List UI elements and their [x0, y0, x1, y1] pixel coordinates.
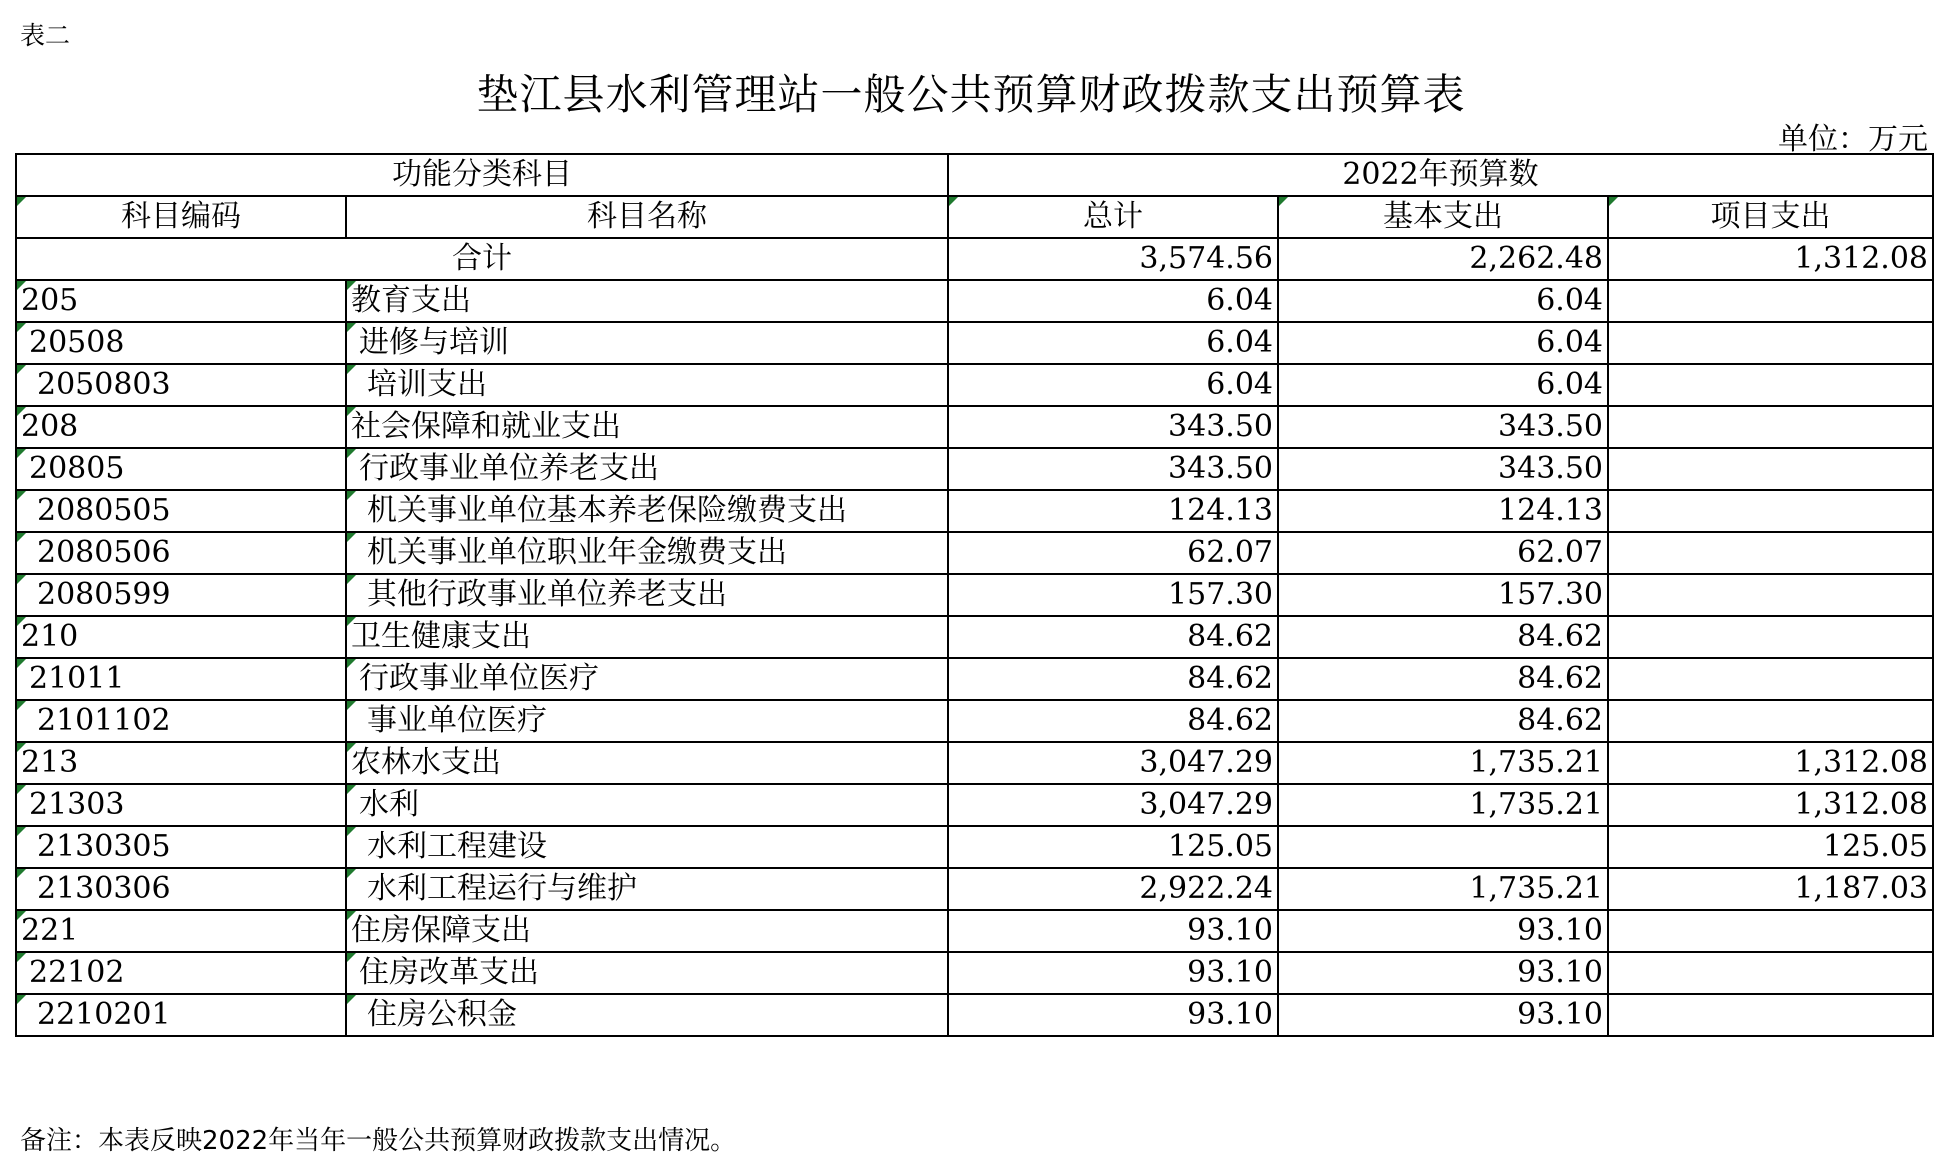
cell-name: 住房保障支出: [346, 910, 948, 952]
cell-project: [1608, 952, 1933, 994]
budget-table: [15, 153, 1934, 1037]
cell-code: 2080599: [16, 574, 346, 616]
table-row: [16, 742, 1933, 784]
cell-code: 205: [16, 280, 346, 322]
cell-code: 2130306: [16, 868, 346, 910]
cell-code: 22102: [16, 952, 346, 994]
cell-total: 343.50: [948, 448, 1278, 490]
table-row: [16, 826, 1933, 868]
cell-basic: 84.62: [1278, 616, 1608, 658]
cell-name: 住房公积金: [346, 994, 948, 1036]
cell-name: 水利工程建设: [346, 826, 948, 868]
cell-project: [1608, 364, 1933, 406]
cell-name: 农林水支出: [346, 742, 948, 784]
cell-code: 2080506: [16, 532, 346, 574]
cell-name: 行政事业单位养老支出: [346, 448, 948, 490]
cell-basic: [1278, 826, 1608, 868]
cell-basic: 6.04: [1278, 280, 1608, 322]
cell-total: 2,922.24: [948, 868, 1278, 910]
cell-project: [1608, 658, 1933, 700]
cell-project: [1608, 700, 1933, 742]
header-project: 项目支出: [1608, 196, 1933, 238]
cell-name: 教育支出: [346, 280, 948, 322]
cell-basic: 84.62: [1278, 658, 1608, 700]
cell-name: 机关事业单位职业年金缴费支出: [346, 532, 948, 574]
header-basic: 基本支出: [1278, 196, 1608, 238]
table-row: [16, 700, 1933, 742]
table-row: [16, 658, 1933, 700]
table-row: [16, 952, 1933, 994]
cell-total: 93.10: [948, 994, 1278, 1036]
table-row: [16, 994, 1933, 1036]
table-row: [16, 490, 1933, 532]
cell-project: [1608, 322, 1933, 364]
cell-basic: 1,735.21: [1278, 742, 1608, 784]
cell-code: 2130305: [16, 826, 346, 868]
cell-code: 2050803: [16, 364, 346, 406]
table-row: [16, 280, 1933, 322]
cell-total: 62.07: [948, 532, 1278, 574]
cell-total: 3,047.29: [948, 784, 1278, 826]
summary-row: [16, 238, 1933, 280]
page-title: 垫江县水利管理站一般公共预算财政拨款支出预算表: [476, 70, 1466, 119]
cell-basic: 1,735.21: [1278, 868, 1608, 910]
cell-project: [1608, 994, 1933, 1036]
cell-name: 事业单位医疗: [346, 700, 948, 742]
header-row-columns: [16, 196, 1933, 238]
cell-total: 93.10: [948, 910, 1278, 952]
header-name: 科目名称: [346, 196, 948, 238]
cell-code: 213: [16, 742, 346, 784]
cell-project: [1608, 448, 1933, 490]
cell-code: 21011: [16, 658, 346, 700]
table-row: [16, 532, 1933, 574]
cell-basic: 343.50: [1278, 406, 1608, 448]
cell-total: 3,047.29: [948, 742, 1278, 784]
cell-basic: 124.13: [1278, 490, 1608, 532]
summary-basic: 2,262.48: [1278, 238, 1608, 280]
cell-name: 社会保障和就业支出: [346, 406, 948, 448]
table-row: [16, 322, 1933, 364]
cell-total: 6.04: [948, 364, 1278, 406]
summary-total: 3,574.56: [948, 238, 1278, 280]
table-row: [16, 616, 1933, 658]
cell-code: 20508: [16, 322, 346, 364]
cell-name: 行政事业单位医疗: [346, 658, 948, 700]
cell-basic: 84.62: [1278, 700, 1608, 742]
cell-project: [1608, 910, 1933, 952]
unit-label: 单位：万元: [1778, 122, 1928, 157]
cell-code: 210: [16, 616, 346, 658]
header-total: 总计: [948, 196, 1278, 238]
cell-name: 水利工程运行与维护: [346, 868, 948, 910]
cell-basic: 6.04: [1278, 322, 1608, 364]
cell-code: 20805: [16, 448, 346, 490]
cell-total: 84.62: [948, 616, 1278, 658]
table-row: [16, 406, 1933, 448]
table-row: [16, 868, 1933, 910]
cell-code: 21303: [16, 784, 346, 826]
cell-code: 221: [16, 910, 346, 952]
cell-name: 机关事业单位基本养老保险缴费支出: [346, 490, 948, 532]
cell-project: [1608, 490, 1933, 532]
cell-basic: 93.10: [1278, 994, 1608, 1036]
cell-basic: 93.10: [1278, 952, 1608, 994]
cell-project: [1608, 574, 1933, 616]
cell-code: 208: [16, 406, 346, 448]
cell-basic: 62.07: [1278, 532, 1608, 574]
cell-total: 6.04: [948, 322, 1278, 364]
cell-total: 157.30: [948, 574, 1278, 616]
footnote: 备注：本表反映2022年当年一般公共预算财政拨款支出情况。: [20, 1126, 737, 1156]
cell-total: 84.62: [948, 700, 1278, 742]
cell-name: 水利: [346, 784, 948, 826]
cell-total: 124.13: [948, 490, 1278, 532]
cell-total: 84.62: [948, 658, 1278, 700]
cell-project: 1,187.03: [1608, 868, 1933, 910]
cell-total: 93.10: [948, 952, 1278, 994]
cell-name: 培训支出: [346, 364, 948, 406]
table-number-label: 表二: [20, 21, 71, 50]
cell-basic: 93.10: [1278, 910, 1608, 952]
cell-total: 125.05: [948, 826, 1278, 868]
cell-project: 1,312.08: [1608, 784, 1933, 826]
summary-project: 1,312.08: [1608, 238, 1933, 280]
table-row: [16, 574, 1933, 616]
summary-label: 合计: [16, 238, 948, 280]
cell-basic: 343.50: [1278, 448, 1608, 490]
table-row: [16, 784, 1933, 826]
cell-name: 其他行政事业单位养老支出: [346, 574, 948, 616]
header-functional-category: 功能分类科目: [16, 154, 948, 196]
cell-name: 卫生健康支出: [346, 616, 948, 658]
cell-total: 343.50: [948, 406, 1278, 448]
cell-project: [1608, 406, 1933, 448]
table-row: [16, 910, 1933, 952]
cell-name: 进修与培训: [346, 322, 948, 364]
cell-project: [1608, 532, 1933, 574]
cell-project: 1,312.08: [1608, 742, 1933, 784]
cell-project: 125.05: [1608, 826, 1933, 868]
cell-basic: 6.04: [1278, 364, 1608, 406]
cell-code: 2101102: [16, 700, 346, 742]
header-row-group: [16, 154, 1933, 196]
cell-code: 2080505: [16, 490, 346, 532]
header-budget-year: 2022年预算数: [948, 154, 1933, 196]
cell-basic: 1,735.21: [1278, 784, 1608, 826]
table-row: [16, 448, 1933, 490]
cell-code: 2210201: [16, 994, 346, 1036]
cell-project: [1608, 616, 1933, 658]
header-code: 科目编码: [16, 196, 346, 238]
cell-total: 6.04: [948, 280, 1278, 322]
cell-basic: 157.30: [1278, 574, 1608, 616]
table-row: [16, 364, 1933, 406]
cell-name: 住房改革支出: [346, 952, 948, 994]
cell-project: [1608, 280, 1933, 322]
